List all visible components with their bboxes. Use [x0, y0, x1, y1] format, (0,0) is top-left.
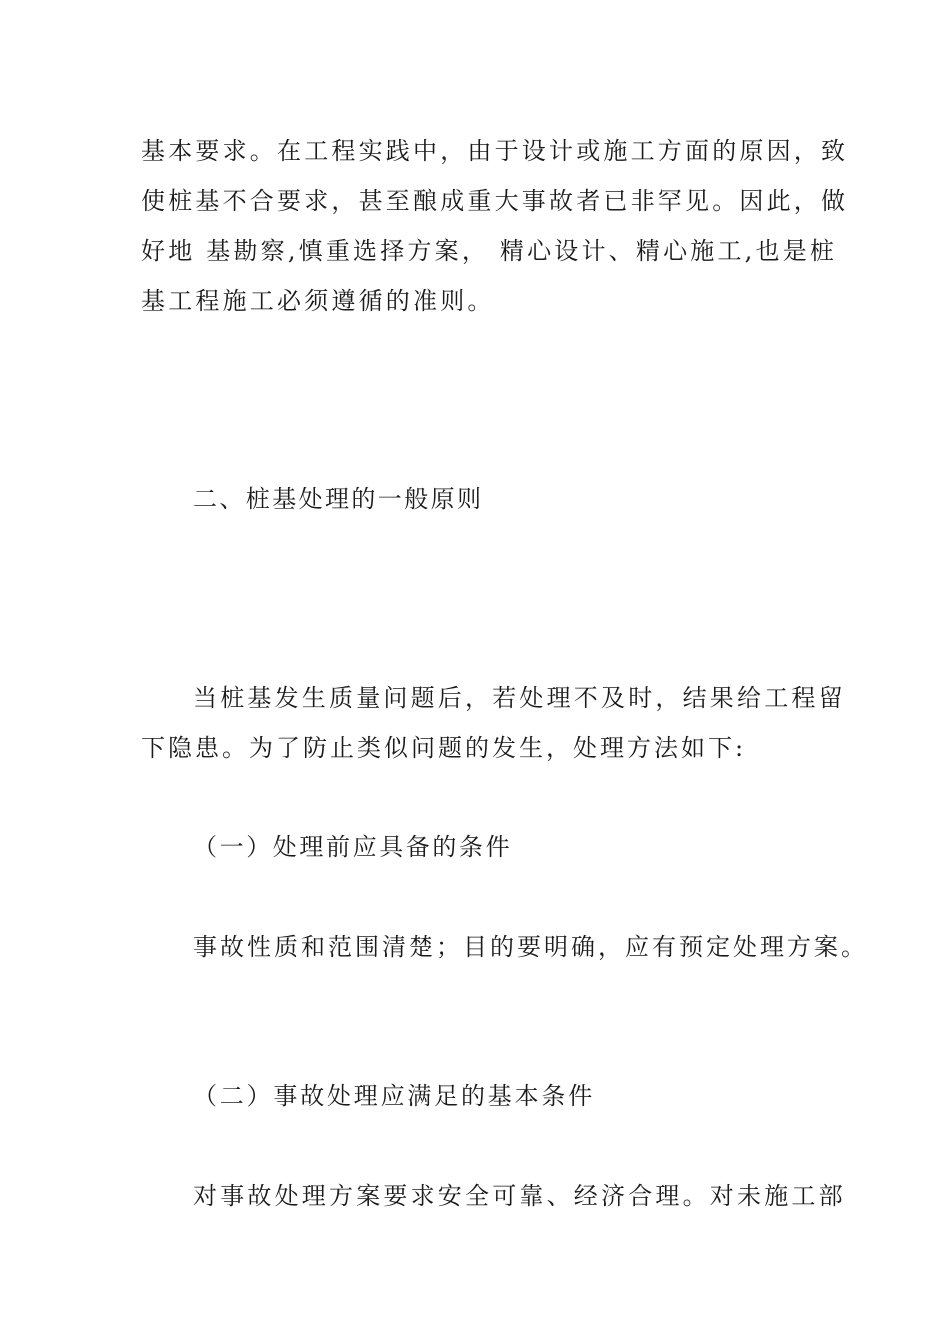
body-text-line: 使桩基不合要求，甚至酿成重大事故者已非罕见。因此，做: [141, 187, 849, 215]
body-text-line: 下隐患。为了防止类似问题的发生，处理方法如下:: [141, 734, 747, 762]
subsection-text-1: 事故性质和范围清楚；目的要明确，应有预定处理方案。: [193, 933, 868, 961]
body-text-line: 基本要求。在工程实践中，由于设计或施工方面的原因，致: [141, 137, 849, 165]
subsection-heading-2: （二）事故处理应满足的基本条件: [193, 1082, 595, 1110]
body-text-line: 好地 基勘察,慎重选择方案， 精心设计、精心施工,也是桩: [141, 237, 838, 265]
subsection-text-2: 对事故处理方案要求安全可靠、经济合理。对未施工部: [193, 1182, 846, 1210]
subsection-heading-1: （一）处理前应具备的条件: [193, 833, 513, 861]
section-heading: 二、桩基处理的一般原则: [193, 485, 484, 513]
body-text-line: 基工程施工必须遵循的准则。: [141, 287, 495, 315]
body-text-line: 当桩基发生质量问题后，若处理不及时，结果给工程留: [193, 684, 846, 712]
